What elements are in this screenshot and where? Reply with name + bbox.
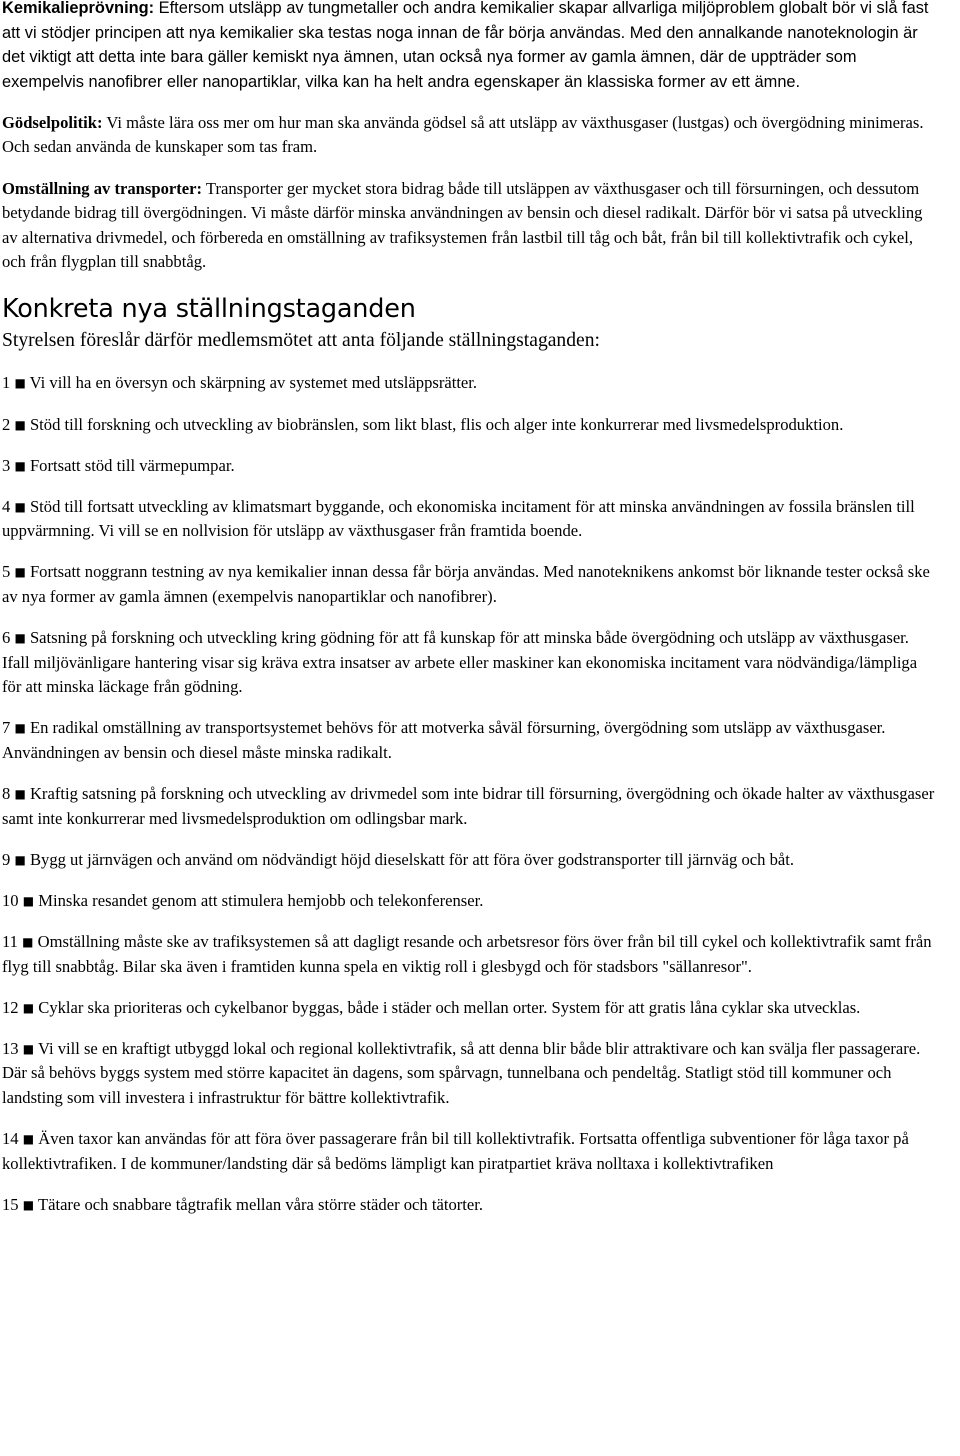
list-item <box>2 930 938 979</box>
section-text: Transporter ger mycket stora bidrag både till utsläppen av växthusgaser och till försurningen, och dessutom betydande bidrag till övergödningen. Vi måste därför minska användningen av bensin och diesel radikalt. Därför bör vi satsa på utveckling av alternativa drivmedel, och förbereda en omställning av trafiksystemen från lastbil till tåg och båt, från bil till kollektivtrafik och cykel, och från flygplan till snabbtåg. <box>2 178 923 272</box>
item-number: 8 <box>2 784 11 804</box>
item-number: 13 <box>2 1038 19 1058</box>
section-text: Eftersom utsläpp av tungmetaller och andra kemikalier skapar allvarliga miljöproblem globalt bör vi slå fast att vi stödjer principen att nya kemikalier ska testas noga innan de får börja användas. <box>2 0 929 42</box>
item-number: 5 <box>2 562 11 582</box>
section-text: Vi måste lära oss mer om hur man ska använda gödsel så att utsläpp av växthusgaser (lustgas) och övergödning minimeras. Och sedan använda de kunskaper som tas fram. <box>2 112 924 157</box>
item-text: Vi vill ha en översyn och skärpning av systemet med utsläppsrätter. <box>29 373 478 393</box>
list-item <box>2 1127 938 1176</box>
bullet-square-icon: ■ <box>22 1132 35 1146</box>
list-item <box>2 889 938 914</box>
list-item <box>2 1193 938 1218</box>
section-text-continued: Med den annalkande nanoteknologin är det viktigt att detta inte bara gäller kemiskt nya ämnen, utan också nya former av gamla ämnen, där de uppträder som exempelvis nanofibrer eller nanopartiklar, vilka kan ha helt andra egenskaper än klassiska former av ett ämne. <box>2 23 918 91</box>
bullet-square-icon: ■ <box>14 499 26 514</box>
bullet-square-icon: ■ <box>22 1041 35 1056</box>
list-item <box>2 996 938 1021</box>
section-omstallning <box>2 177 938 275</box>
item-text: En radikal omställning av transportsystemet behövs för att motverka såväl försurning, övergödning som utsläpp av växthusgaser. Användningen av bensin och diesel måste minska radikalt. <box>2 718 886 762</box>
item-text: Cyklar ska prioriteras och cykelbanor byggas, både i städer och mellan orter. System för att gratis låna cyklar ska utvecklas. <box>38 997 861 1017</box>
subtitle: Styrelsen föreslår därför medlemsmötet att anta följande ställningstaganden: <box>2 330 600 352</box>
item-number: 10 <box>2 890 19 910</box>
list-item <box>2 1037 938 1111</box>
bullet-square-icon: ■ <box>14 631 26 646</box>
item-number: 6 <box>2 628 11 648</box>
list-item <box>2 716 938 765</box>
bullet-square-icon: ■ <box>22 1000 35 1015</box>
item-number: 2 <box>2 414 11 434</box>
position-list <box>2 371 938 1217</box>
item-text: Satsning på forskning och utveckling kring gödning för att få kunskap för att minska både övergödning och utsläpp av växthusgaser. Ifall miljövänligare hantering visar sig kräva extra insatser av arbete eller maskiner kan ekonomiska incitament vara nödvändiga/lämpliga för att minska läckage från gödning. <box>2 628 918 697</box>
item-text: Vi vill se en kraftigt utbyggd lokal och regional kollektivtrafik, så att denna blir både blir attraktivare och kan svälja fler passagerare. Där så behövs byggs system med större kapacitet än dagens, som spårvagn, tunnelbana och pendeltåg. Statligt stöd till kommuner och landsting som vill investera i infrastruktur för bättre kollektivtrafik. <box>2 1038 921 1107</box>
item-text: Fortsatt noggrann testning av nya kemikalier innan dessa får börja användas. Med nanoteknikens ankomst bör liknande tester också ske av nya former av gamla ämnen (exempelvis nanopartiklar och nanofibrer). <box>2 562 930 606</box>
item-number: 7 <box>2 718 11 738</box>
item-text: Stöd till forskning och utveckling av biobränslen, som likt blast, flis och alger inte konkurrerar med livsmedelsproduktion. <box>29 414 844 434</box>
bullet-square-icon: ■ <box>22 893 35 908</box>
section-godselpolitik <box>2 111 938 160</box>
item-text: Fortsatt stöd till värmepumpar. <box>29 455 235 475</box>
list-item <box>2 371 938 396</box>
item-text: Minska resandet genom att stimulera hemjobb och telekonferenser. <box>38 890 484 910</box>
item-number: 1 <box>2 373 11 393</box>
list-item <box>2 782 938 831</box>
item-text: Omställning måste ske av trafiksystemen så att dagligt resande och arbetsresor förs över från bil till cykel och kollektivtrafik samt från flyg till snabbtåg. Bilar ska även i framtiden kunna spela en viktig roll i glesbygd och för stadsbors "sällanresor". <box>2 931 932 976</box>
item-text: Kraftig satsning på forskning och utveckling av drivmedel som inte bidrar till försurning, övergödning och ökade halter av växthusgaser samt inte konkurrerar med livsmedelsproduktion om odlingsbar mark. <box>2 784 935 828</box>
item-number: 15 <box>2 1194 19 1214</box>
item-text: Bygg ut järnvägen och använd om nödvändigt höjd dieselskatt för att föra över godstransporter till järnväg och båt. <box>29 849 794 869</box>
section-lead: Omställning av transporter: <box>2 178 203 198</box>
list-item <box>2 560 938 609</box>
item-text: Tätare och snabbare tågtrafik mellan våra större städer och tätorter. <box>37 1194 484 1214</box>
bullet-square-icon: ■ <box>22 934 34 949</box>
item-number: 4 <box>2 496 11 516</box>
bullet-square-icon: ■ <box>14 417 26 432</box>
section-lead: Gödselpolitik: <box>2 112 103 132</box>
list-item <box>2 495 938 544</box>
item-number: 3 <box>2 455 11 475</box>
bullet-square-icon: ■ <box>14 458 26 473</box>
item-number: 12 <box>2 997 19 1017</box>
item-number: 9 <box>2 849 11 869</box>
item-number: 14 <box>2 1129 19 1148</box>
bullet-square-icon: ■ <box>14 721 26 736</box>
item-text: Även taxor kan användas för att föra över passagerare från bil till kollektivtrafik. Fortsatta offentliga subventioner för låga taxor på kollektivtrafiken. I de kommuner/landsting där så bedöms lämpligt kan piratpartiet kräva nolltaxa i kollektivtrafiken <box>2 1129 909 1173</box>
list-item <box>2 626 938 700</box>
bullet-square-icon: ■ <box>14 376 26 391</box>
list-item <box>2 413 938 438</box>
bullet-square-icon: ■ <box>14 565 26 580</box>
list-item <box>2 848 938 873</box>
bullet-square-icon: ■ <box>22 1197 35 1212</box>
bullet-square-icon: ■ <box>14 787 26 802</box>
item-number: 11 <box>2 931 18 951</box>
list-item <box>2 454 938 479</box>
bullet-square-icon: ■ <box>14 852 26 867</box>
page-heading: Konkreta nya ställningstaganden <box>2 294 416 325</box>
item-text: Stöd till fortsatt utveckling av klimatsmart byggande, och ekonomiska incitament för att minska användningen av fossila bränslen till uppvärmning. Vi vill se en nollvision för utsläpp av växthusgaser från framtida boende. <box>2 496 915 541</box>
section-kemikalieprovning <box>2 0 938 94</box>
section-lead: Kemikalieprövning: <box>2 0 155 17</box>
